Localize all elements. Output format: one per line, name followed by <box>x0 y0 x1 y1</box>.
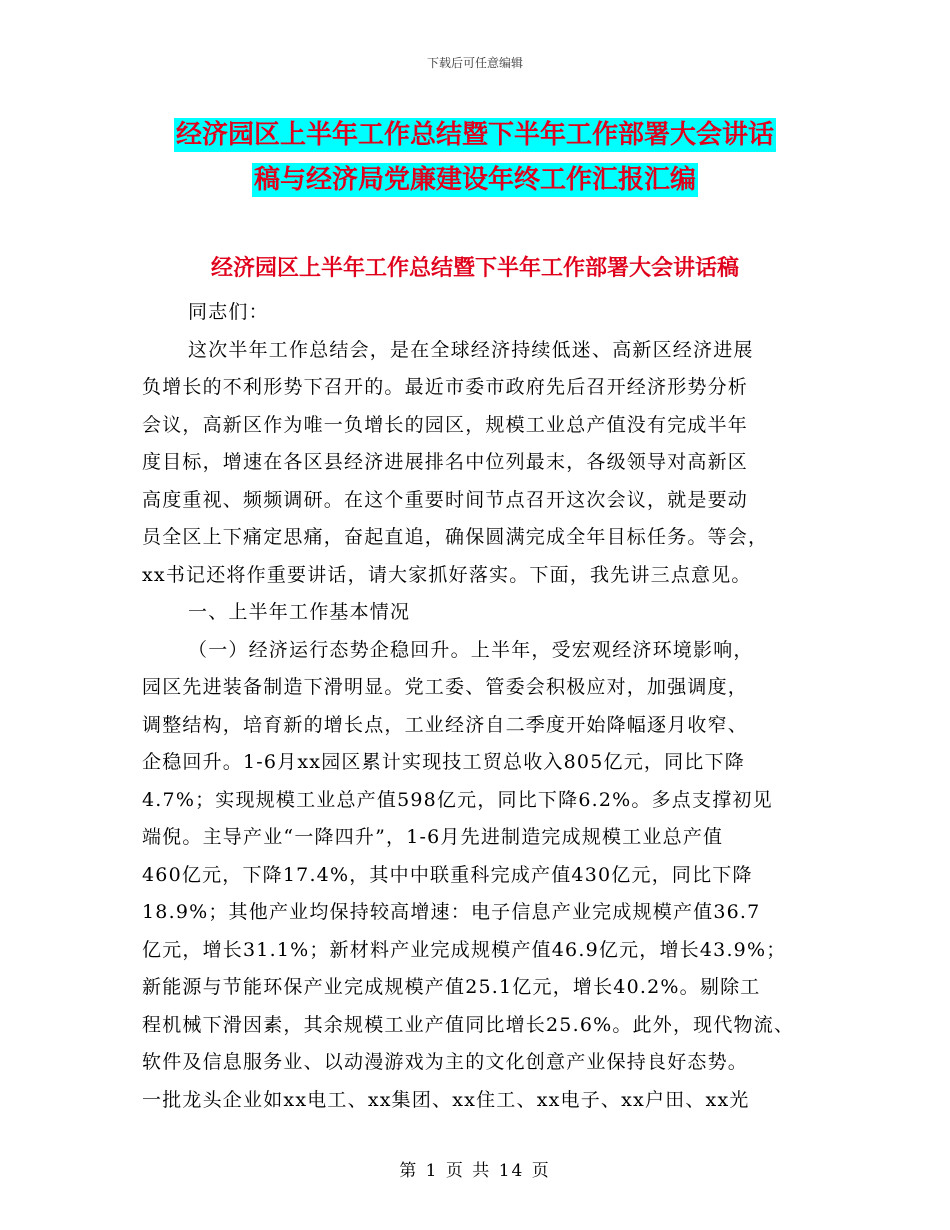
document-title-line-2 <box>0 159 950 196</box>
paragraph-line: 软件及信息服务业、以动漫游戏为主的文化创意产业保持良好态势。 <box>142 1051 749 1073</box>
paragraph-line: 端倪。主导产业“一降四升”，1-6月先进制造完成规模工业总产值 <box>142 826 724 848</box>
paragraph-line: （一）经济运行态势企稳回升。上半年，受宏观经济环境影响， <box>188 638 754 661</box>
paragraph-line: 新能源与节能环保产业完成规模产值25.1亿元，增长40.2%。剔除工 <box>142 976 761 998</box>
body-text <box>142 294 832 1119</box>
paragraph-line: 4.7%；实现规模工业总产值598亿元，同比下降6.2%。多点支撑初见 <box>142 788 773 811</box>
title-highlight-2: 稿与经济局党廉建设年终工作汇报汇编 <box>253 165 696 195</box>
paragraph-line: 这次半年工作总结会，是在全球经济持续低迷、高新区经济进展 <box>188 338 754 361</box>
paragraph-line: 度目标，增速在各区县经济进展排名中位列最末，各级领导对高新区 <box>142 451 749 473</box>
paragraph-line: 会议，高新区作为唯一负增长的园区，规模工业总产值没有完成半年 <box>142 413 749 436</box>
page-header-note: 下载后可任意编辑 <box>426 56 523 70</box>
paragraph-line: 调整结构，培育新的增长点，工业经济自二季度开始降幅逐月收窄、 <box>142 713 749 736</box>
paragraph-line: 一批龙头企业如xx电工、xx集团、xx住工、xx电子、xx户田、xx光 <box>142 1088 750 1111</box>
paragraph-line: 程机械下滑因素，其余规模工业产值同比增长25.6%。此外，现代物流、 <box>142 1013 795 1036</box>
paragraph-line: 企稳回升。1-6月xx园区累计实现技工贸总收入805亿元，同比下降 <box>142 751 745 773</box>
paragraph-line: 员全区上下痛定思痛，奋起直追，确保圆满完成全年目标任务。等会， <box>142 526 769 548</box>
paragraph-line: 园区先进装备制造下滑明显。党工委、管委会积极应对，加强调度， <box>142 676 749 698</box>
paragraph-line: 18.9%；其他产业均保持较高增速：电子信息产业完成规模产值36.7 <box>142 901 761 923</box>
paragraph-line: 负增长的不利形势下召开的。最近市委市政府先后召开经济形势分析 <box>142 376 749 398</box>
page-footer: 第 1 页 共 14 页 <box>399 1161 551 1181</box>
section-heading: 一、上半年工作基本情况 <box>188 601 411 623</box>
title-highlight-1: 经济园区上半年工作总结暨下半年工作部署大会讲话 <box>175 120 774 150</box>
paragraph-line: 460亿元，下降17.4%，其中中联重科完成产值430亿元，同比下降 <box>142 863 753 886</box>
document-title-line-1 <box>0 114 950 151</box>
paragraph-line: xx书记还将作重要讲话，请大家抓好落实。下面，我先讲三点意见。 <box>142 563 752 586</box>
paragraph-line: 高度重视、频频调研。在这个重要时间节点召开这次会议，就是要动 <box>142 488 749 511</box>
section-title: 经济园区上半年工作总结暨下半年工作部署大会讲话稿 <box>210 255 739 281</box>
paragraph-line: 亿元，增长31.1%；新材料产业完成规模产值46.9亿元，增长43.9%； <box>142 938 787 961</box>
salutation: 同志们： <box>188 301 269 323</box>
